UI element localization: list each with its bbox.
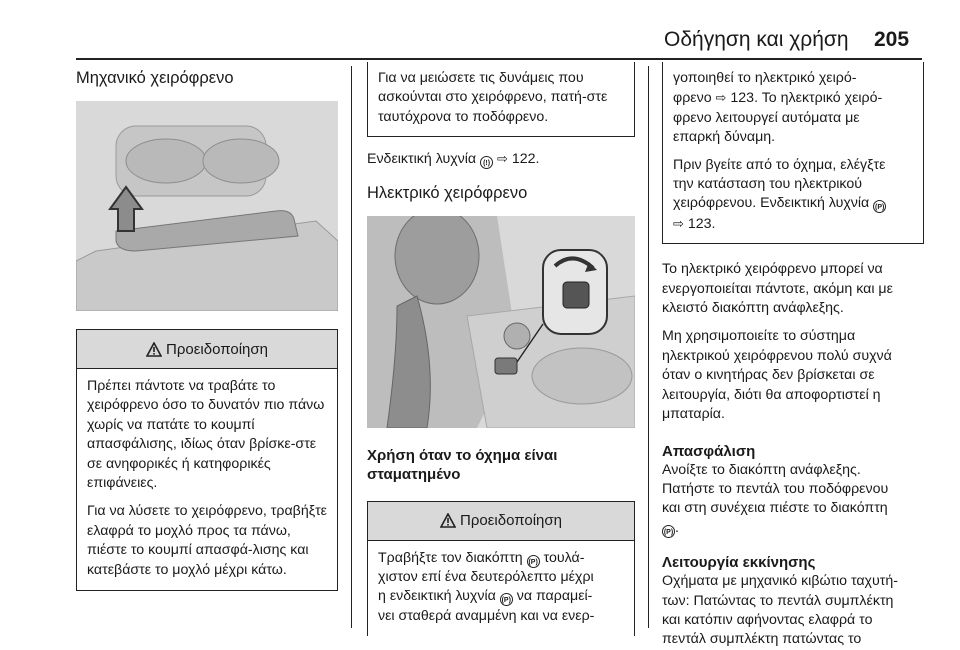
handbrake-illustration (76, 101, 338, 311)
box-line-1: γοποιηθεί το ηλεκτρικό χειρό- (673, 70, 857, 86)
warning-header (77, 330, 337, 369)
box-p2-line-4 (673, 214, 913, 234)
column-divider-right (648, 66, 649, 628)
warning-body-2 (368, 541, 634, 637)
release-line-1: Ανοίξτε το διακόπτη ανάφλεξης. (662, 461, 861, 478)
start-line-4: πεντάλ συμπλέκτη πατώντας το (662, 631, 862, 648)
indicator-page-ref: 122. (511, 151, 540, 168)
warning-line-1 (378, 549, 624, 568)
warning-triangle-icon (440, 513, 456, 528)
reference-arrow-icon: ⇨ (497, 151, 508, 167)
box-line-4: επαρκή δύναμη. (673, 129, 776, 146)
section-heading-mechanical: Μηχανικό χειρόφρενο (76, 69, 234, 87)
warning-label: Προειδοποίηση (166, 340, 268, 358)
release-line-3: και στη συνέχεια πιέστε το διακόπτη (662, 500, 888, 517)
page-number: 205 (874, 28, 910, 51)
note-box (367, 62, 635, 137)
warning-box-electric (367, 501, 635, 637)
box-p2-line-3-text: χειρόφρενου. Ενδεικτική λυχνία (673, 195, 870, 212)
handbrake-drawing (76, 101, 338, 311)
column-2 (367, 62, 635, 636)
column-3 (662, 62, 924, 650)
parking-brake-indicator-icon: (P) (662, 525, 675, 538)
parking-brake-indicator-icon: (P) (873, 200, 886, 213)
warning-line-4: νει σταθερά αναμμένη και να ενερ- (378, 607, 595, 624)
paragraph-always-active: Το ηλεκτρικό χειρόφρενο μπορεί να ενεργοποιείται πάντοτε, ακόμη και με κλειστό διακόπτη ανάφλεξης. (662, 261, 893, 317)
mech-brake-indicator-icon: (!) (480, 156, 493, 169)
indicator-text: Ενδεικτική λυχνία (367, 151, 477, 168)
electric-brake-drawing (367, 216, 635, 428)
subheading-stationary: Χρήση όταν το όχημα είναι σταματημένο (367, 446, 558, 483)
warning-box-mechanical (76, 329, 338, 591)
warning-line-2: χιστον επί ένα δευτερόλεπτο μέχρι (378, 569, 594, 586)
start-line-2: των: Πατώντας το πεντάλ συμπλέκτη (662, 592, 894, 609)
page-title: Οδήγηση και χρήση (664, 28, 849, 51)
page-header (0, 0, 960, 62)
box-p2-line-1: Πριν βγείτε από το όχημα, ελέγξτε (673, 156, 886, 173)
start-line-3: και κατόπιν αφήνοντας ελαφρά το (662, 611, 873, 628)
heading-release: Απασφάλιση (662, 442, 756, 460)
parking-brake-indicator-icon: (P) (500, 593, 513, 606)
box-p2-line-3 (673, 194, 913, 213)
warning-paragraph-1: Πρέπει πάντοτε να τραβάτε το χειρόφρενο όσο το δυνατόν πιο πάνω χωρίς να πατάτε το κουμπί απασφάλισης, ιδίως όταν βρίσκε-στε σε ανηφορικές ή κατηφορικές επιφάνειες. (87, 378, 325, 492)
release-line-2: Πατήστε το πεντάλ του ποδόφρενου (662, 480, 889, 497)
warning-line-3-text: η ενδεικτική λυχνία (378, 588, 496, 605)
box-line-2 (673, 88, 913, 108)
box-p2-line-2: την κατάσταση του ηλεκτρικού (673, 176, 863, 193)
box-p2-line-4-text: 123. (687, 215, 716, 232)
warning-body (77, 369, 337, 590)
reference-arrow-icon: ⇨ (673, 215, 684, 231)
warning-header-2 (368, 502, 634, 541)
release-line-4-text: . (675, 519, 679, 536)
start-line-1: Οχήματα με μηχανικό κιβώτιο ταχυτή- (662, 573, 898, 590)
section-heading-electric: Ηλεκτρικό χειρόφρενο (367, 183, 528, 202)
warning-line-3-tail: να παραμεί- (516, 588, 593, 605)
release-line-4 (662, 519, 924, 538)
box-line-2-tail: 123. Το ηλεκτρικό χειρό- (730, 90, 883, 107)
paragraph-battery: Μη χρησιμοποιείτε το σύστημα ηλεκτρικού χειρόφρενου πολύ συχνά όταν ο κινητήρας δεν βρίσκεται σε λειτουργία, διότι θα αποφορτιστεί η μπαταρία. (662, 328, 892, 423)
reference-arrow-icon: ⇨ (715, 90, 727, 106)
warning-label-2: Προειδοποίηση (460, 512, 562, 530)
header-rule (76, 58, 922, 60)
warning-triangle-icon (146, 342, 162, 357)
parking-brake-indicator-icon: (P) (527, 555, 540, 568)
continued-warning-box (662, 62, 924, 244)
box-line-2-text: φρενο (673, 90, 712, 107)
column-divider-left (351, 66, 352, 628)
warning-line-1-text: Τραβήξτε τον διακόπτη (378, 549, 523, 566)
note-text: Για να μειώσετε τις δυνάμεις που ασκούνται στο χειρόφρενο, πατή-στε ταυτόχρονα το ποδόφρενο. (378, 70, 608, 125)
heading-start-function: Λειτουργία εκκίνησης (662, 554, 816, 572)
warning-line-3 (378, 587, 624, 606)
column-1 (76, 62, 338, 591)
box-line-3: φρενο λειτουργεί αυτόματα με (673, 109, 860, 126)
indicator-reference (367, 149, 635, 169)
electric-brake-illustration (367, 216, 635, 428)
warning-paragraph-2: Για να λύσετε το χειρόφρενο, τραβήξτε ελαφρά το μοχλό προς τα πάνω, πιέστε το κουμπί απασφά-λισης και κατεβάστε το μοχλό μέχρι κάτω. (87, 503, 327, 578)
warning-line-1-tail: τουλά- (543, 549, 585, 566)
